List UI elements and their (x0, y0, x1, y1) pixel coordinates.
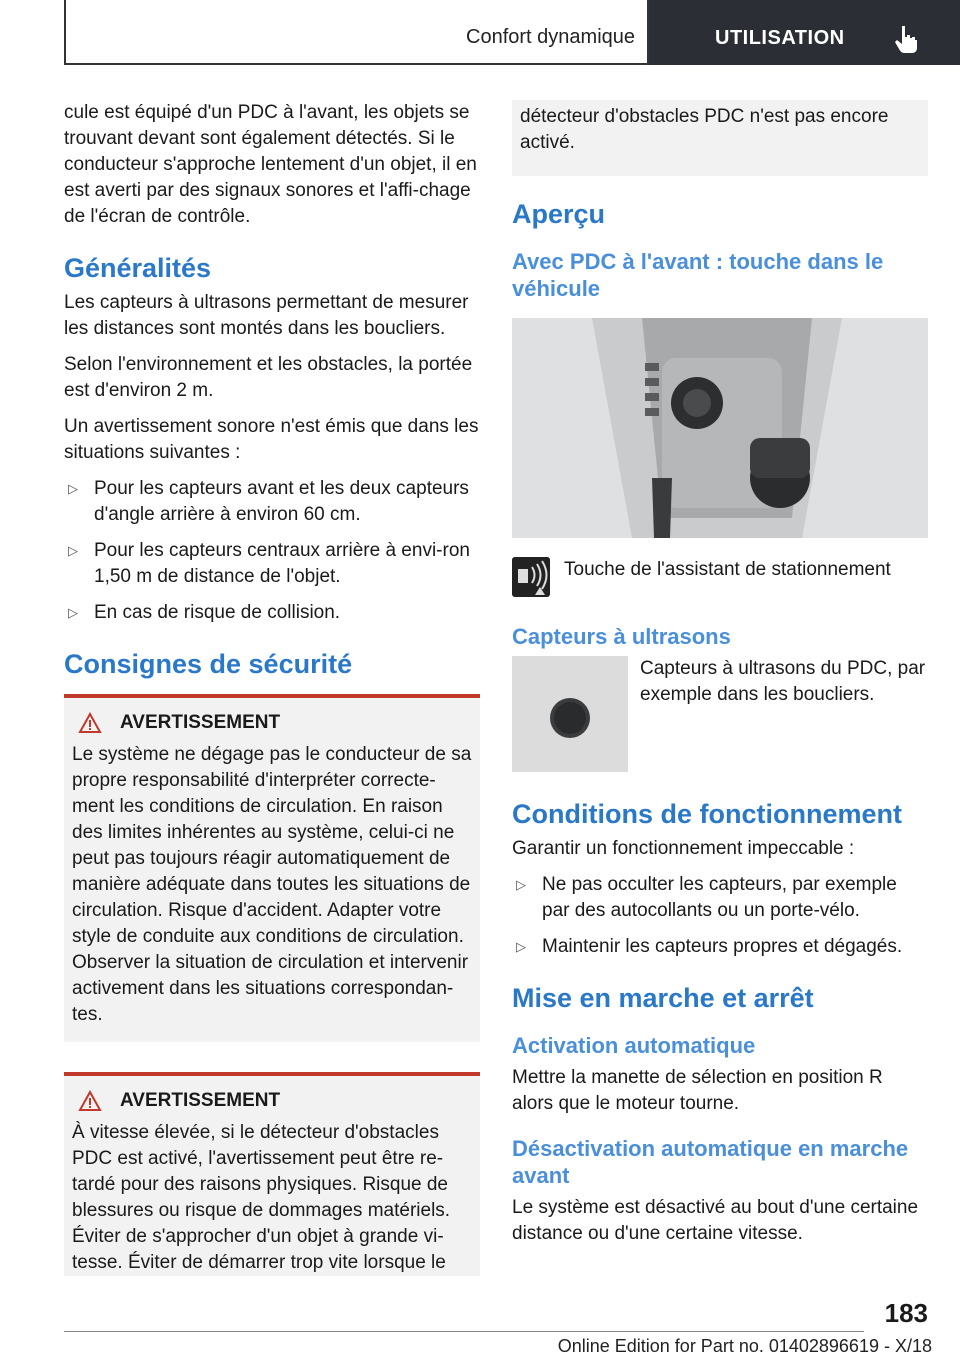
left-column (64, 100, 480, 1276)
page-number: 183 (884, 1298, 928, 1328)
list-item-text: Pour les capteurs centraux arrière à envi-ron 1,50 m de distance de l'objet. (94, 540, 470, 587)
bullet-triangle-icon: ▷ (516, 877, 526, 892)
generalites-p3: Un avertissement sonore n'est émis que dans les situations suivantes : (64, 416, 479, 463)
pointing-hand-icon (891, 24, 921, 54)
generalites-list (64, 476, 480, 626)
activation-text: Mettre la manette de sélection en position R alors que le moteur tourne. (512, 1067, 883, 1114)
list-item-text: Maintenir les capteurs propres et dégagés. (542, 936, 903, 957)
desactivation-text: Le système est désactivé au bout d'une certaine distance ou d'une certaine vitesse. (512, 1197, 919, 1244)
photo-caption (512, 557, 928, 597)
list-item-text: Ne pas occulter les capteurs, par exemple par des autocollants ou un porte-vélo. (542, 874, 897, 921)
heading-activation: Activation automatique (512, 1033, 756, 1058)
list-item-text: En cas de risque de collision. (94, 602, 341, 623)
right-column (512, 100, 928, 1257)
warning-title-text: AVERTISSEMENT (120, 1090, 281, 1111)
warning-box-1 (64, 694, 480, 1042)
list-item (512, 872, 928, 924)
heading-marche-arret: Mise en marche et arrêt (512, 983, 814, 1013)
sensor-text: Capteurs à ultrasons du PDC, par exemple dans les boucliers. (640, 658, 926, 705)
parking-assistant-button-icon (512, 557, 550, 597)
header-rule-left (64, 0, 66, 65)
warning-triangle-icon (78, 712, 102, 734)
bullet-triangle-icon: ▷ (68, 481, 78, 496)
warning-text-2: À vitesse élevée, si le détecteur d'obstacles PDC est activé, l'avertissement peut être re-tardé pour des raisons physiques. Risque de blessures ou risque de dommages matériels. Éviter de s'approcher d'un objet à grande vi-tesse. Éviter de démarrer trop vite lorsque le (72, 1122, 451, 1273)
center-console-photo (512, 318, 928, 538)
ultrasonic-sensor-image (512, 656, 628, 772)
list-item (512, 934, 928, 960)
generalites-p2: Selon l'environnement et les obstacles, la portée est d'environ 2 m. (64, 354, 473, 401)
warning-title-text: AVERTISSEMENT (120, 712, 281, 733)
sensor-row (512, 656, 928, 772)
warning-title-2 (78, 1090, 472, 1112)
edition-footer: Online Edition for Part no. 01402896619 - X/18 (557, 1336, 932, 1356)
generalites-p1: Les capteurs à ultrasons permettant de mesurer les distances sont montés dans les boucliers. (64, 292, 469, 339)
warning-title-1 (78, 712, 472, 734)
caption-text: Touche de l'assistant de stationnement (564, 559, 891, 580)
header-section-title: Confort dynamique (466, 26, 635, 48)
list-item (64, 600, 480, 626)
heading-generalites: Généralités (64, 253, 212, 283)
warning-text-1: Le système ne dégage pas le conducteur de sa propre responsabilité d'interpréter correcte-ment les conditions de circulation. En raison des limites inhérentes au système, celui-ci ne peut pas toujours réagir automatiquement de manière adéquate dans toutes les situations de circulation. Risque d'accident. Adapter votre style de conduite aux conditions de circulation. Observer la situation de circulation et intervenir activement dans les situations correspondan-tes. (72, 744, 472, 1025)
heading-capteurs: Capteurs à ultrasons (512, 624, 731, 649)
heading-consignes: Consignes de sécurité (64, 649, 353, 679)
heading-apercu: Aperçu (512, 199, 606, 229)
bullet-triangle-icon: ▷ (68, 605, 78, 620)
heading-pdc-touche: Avec PDC à l'avant : touche dans le véhicule (512, 249, 884, 301)
bullet-triangle-icon: ▷ (68, 543, 78, 558)
list-item (64, 538, 480, 590)
header-rule (64, 63, 649, 65)
list-item (64, 476, 480, 528)
heading-conditions: Conditions de fonctionnement (512, 799, 902, 829)
continued-warning-text: détecteur d'obstacles PDC n'est pas encore activé. (520, 106, 889, 153)
footer-rule (64, 1331, 864, 1332)
heading-desactivation: Désactivation automatique en marche avant (512, 1136, 909, 1188)
header-chapter-label: UTILISATION (715, 27, 845, 49)
intro-paragraph: cule est équipé d'un PDC à l'avant, les objets se trouvant devant sont également détectés. Si le conducteur s'approche lentement d'un objet, il en est averti par des signaux sonores et l'affi-chage de l'écran de contrôle. (64, 102, 477, 227)
list-item-text: Pour les capteurs avant et les deux capteurs d'angle arrière à environ 60 cm. (94, 478, 469, 525)
bullet-triangle-icon: ▷ (516, 939, 526, 954)
header-chapter-tab (649, 0, 960, 65)
conditions-text: Garantir un fonctionnement impeccable : (512, 838, 855, 859)
warning-triangle-icon (78, 1090, 102, 1112)
conditions-list (512, 872, 928, 960)
continued-warning-box (512, 100, 928, 176)
warning-box-2 (64, 1072, 480, 1276)
